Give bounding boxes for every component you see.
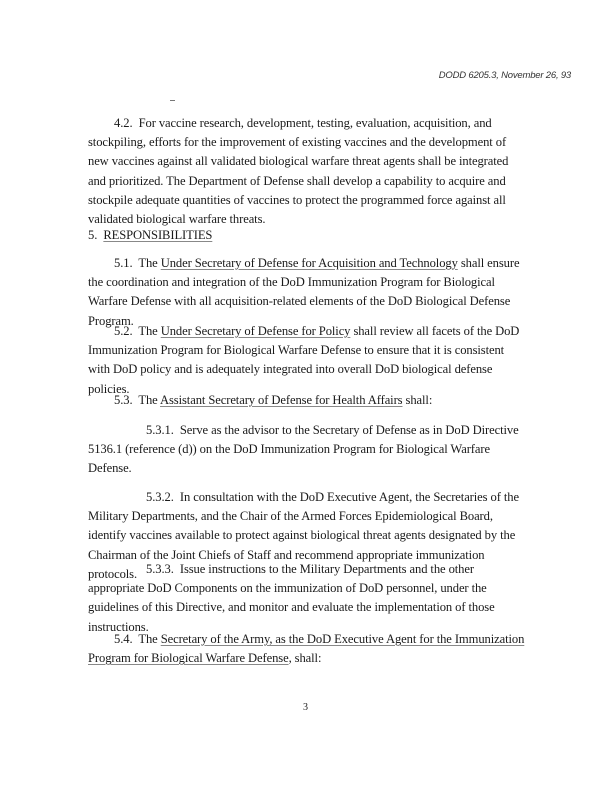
para-number: 5.1. [114, 256, 133, 270]
paragraph-4-2 [88, 114, 528, 229]
para-number: 5.3.2. [146, 490, 174, 504]
para-text: For vaccine research, development, testing, evaluation, acquisition, and stockpiling, efforts for the improvement of existing vaccines and the development of new vaccines against all validated biological warfare threat agents shall be integrated and prioritized. The Department of Defense shall develop a capability to acquire and stockpile adequate quantities of vaccines to protect the programmed force against all validated biological warfare threats. [88, 116, 509, 227]
para-number: 5.4. [114, 632, 133, 646]
para-number: 5.3.3. [146, 562, 174, 576]
para-text: In consultation with the DoD Executive Agent, the Secretaries of the Military Departments, and the Chair of the Armed Forces Epidemiological Board, identify vaccines available to protect against biological threat agents designated by the Chairman of the Joint Chiefs of Staff and recommend appropriate immunization protocols. [88, 490, 519, 581]
para-text: Serve as the advisor to the Secretary of Defense as in DoD Directive 5136.1 (reference (d)) on the DoD Immunization Program for Biological Warfare Defense. [88, 423, 519, 476]
section-5-heading [88, 226, 528, 245]
para-text-pre: The [138, 632, 161, 646]
office-title: Assistant Secretary of Defense for Health Affairs [160, 393, 403, 407]
para-text-post: shall review all facets of the DoD Immunization Program for Biological Warfare Defense to ensure that it is consistent with DoD policy and is adequately integrated into overall DoD biological defense policies. [88, 324, 520, 396]
para-text-pre: The [138, 256, 161, 270]
paragraph-5-2 [88, 322, 528, 399]
paragraph-5-3-3 [88, 560, 528, 637]
paragraph-5-3 [88, 391, 528, 410]
paragraph-5-3-1 [88, 421, 528, 479]
scan-mark [170, 100, 175, 101]
para-text-post: shall: [402, 393, 433, 407]
para-text-pre: The [138, 324, 161, 338]
document-reference-header: DODD 6205.3, November 26, 93 [438, 70, 571, 81]
para-text-pre: The [138, 393, 161, 407]
page-number: 3 [303, 702, 308, 713]
office-title: Secretary of the Army, as the DoD Executive Agent for the Immunization Program for Biological Warfare Defense [88, 632, 525, 666]
section-title: RESPONSIBILITIES [103, 228, 213, 242]
office-title: Under Secretary of Defense for Policy [160, 324, 351, 338]
para-text-post: shall ensure the coordination and integration of the DoD Immunization Program for Biological Warfare Defense with all acquisition-related elements of the DoD Biological Defense Program. [88, 256, 520, 328]
paragraph-5-4 [88, 630, 528, 668]
paragraph-5-1 [88, 254, 528, 331]
para-number: 5.3. [114, 393, 133, 407]
section-number: 5. [88, 228, 98, 242]
para-text: Issue instructions to the Military Departments and the other appropriate DoD Components on the immunization of DoD personnel, under the guidelines of this Directive, and monitor and evaluate the implementation of those instructions. [88, 562, 495, 634]
para-number: 5.3.1. [146, 423, 174, 437]
office-title: Under Secretary of Defense for Acquisition and Technology [160, 256, 458, 270]
para-number: 4.2. [114, 116, 133, 130]
para-number: 5.2. [114, 324, 133, 338]
para-text-post: , shall: [288, 651, 322, 666]
